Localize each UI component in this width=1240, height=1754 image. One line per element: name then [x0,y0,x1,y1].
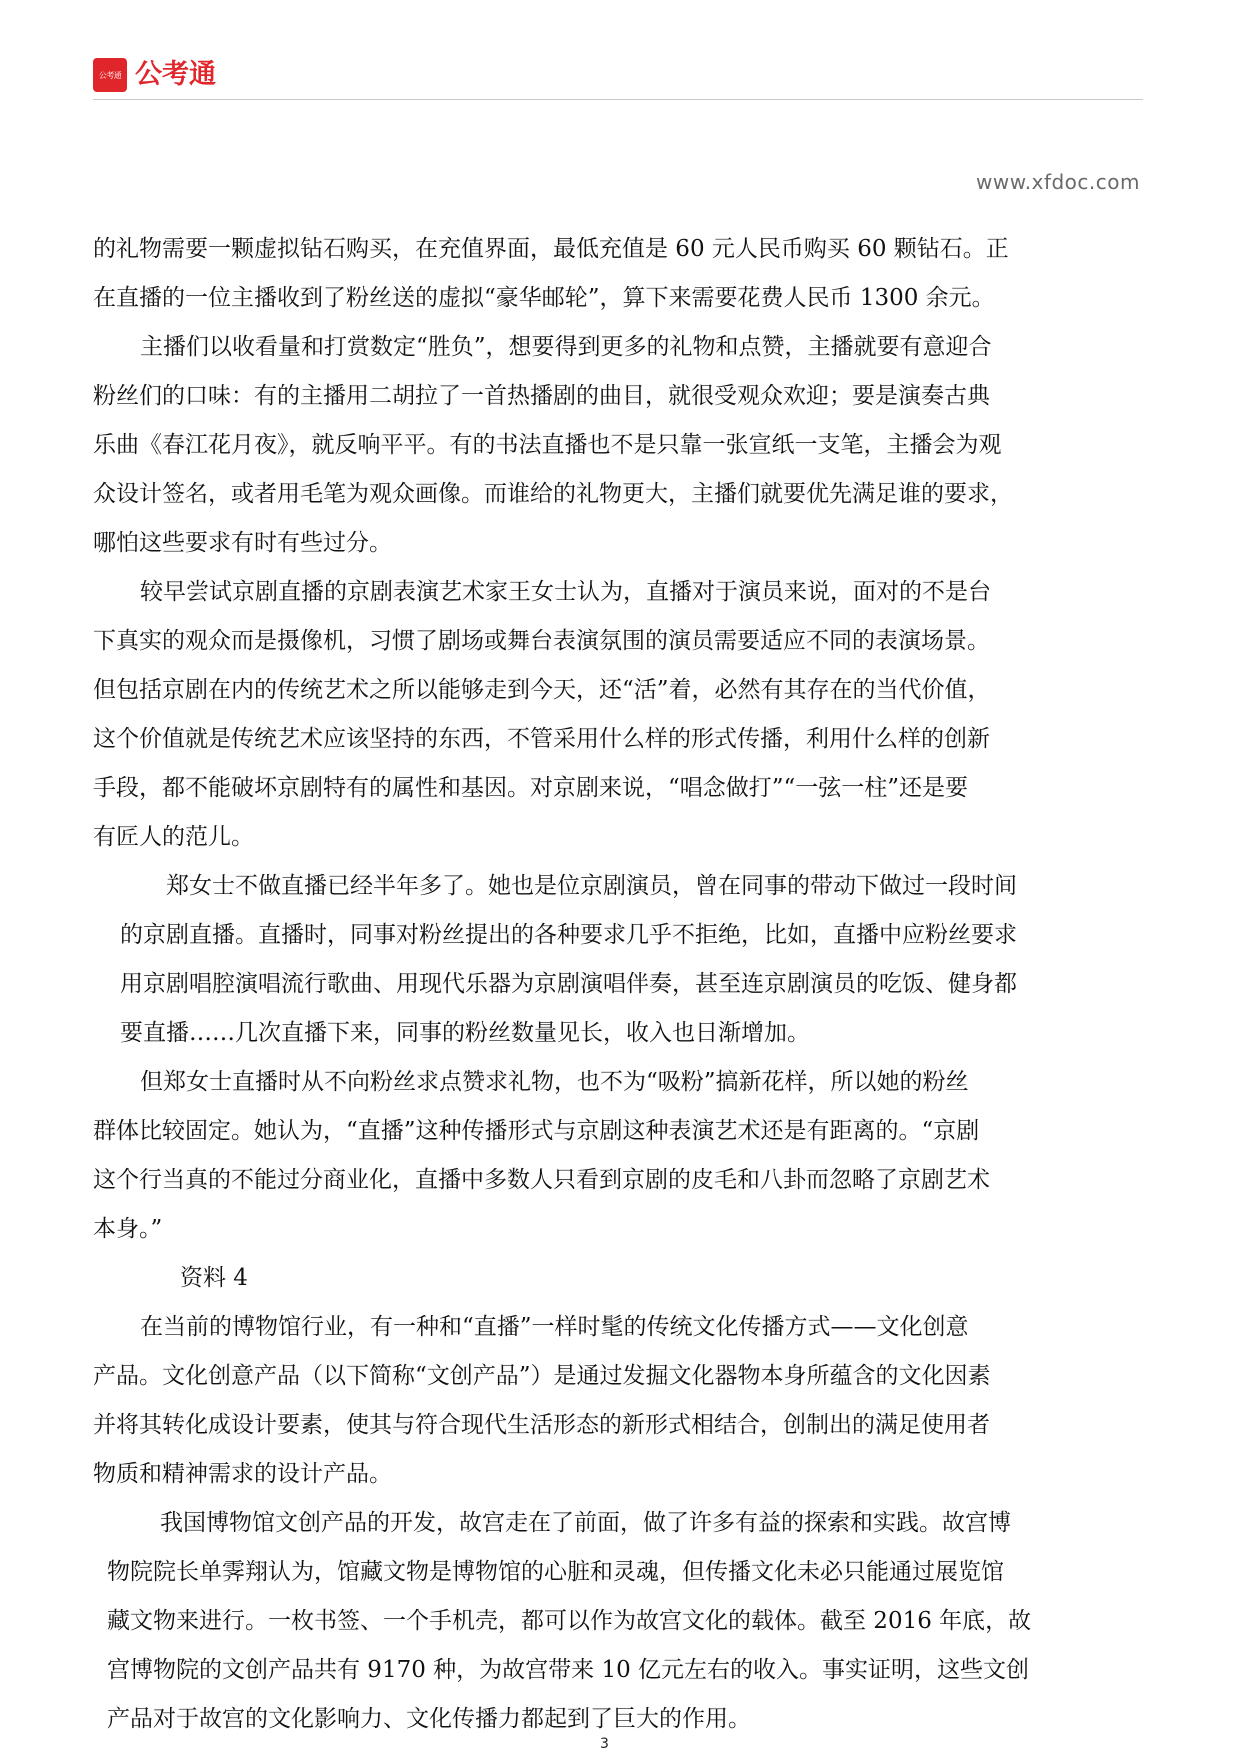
text-line: 粉丝们的口味：有的主播用二胡拉了一首热播剧的曲目，就很受观众欢迎；要是演奏古典 [93,383,990,409]
text-line: 物质和精神需求的设计产品。 [93,1461,392,1487]
text-line: 产品对于故宫的文化影响力、文化传播力都起到了巨大的作用。 [107,1706,751,1732]
text-line: 手段，都不能破坏京剧特有的属性和基因。对京剧来说，“唱念做打”“一弦一柱”还是要 [93,775,969,801]
text-line: 较早尝试京剧直播的京剧表演艺术家王女士认为，直播对于演员来说，面对的不是台 [140,579,991,605]
brand-name: 公考通 [135,59,216,90]
text-line: 我国博物馆文创产品的开发，故宫走在了前面，做了许多有益的探索和实践。故宫博 [160,1510,1011,1536]
text-line: 产品。文化创意产品（以下简称“文创产品”）是通过发掘文化器物本身所蕴含的文化因素 [93,1363,991,1389]
text-line: 有匠人的范儿。 [93,824,254,850]
text-line: 在直播的一位主播收到了粉丝送的虚拟“豪华邮轮”，算下来需要花费人民币 1300 余元。 [93,285,995,311]
text-line: 但包括京剧在内的传统艺术之所以能够走到今天，还“活”着，必然有其存在的当代价值， [93,677,991,703]
text-line: 郑女士不做直播已经半年多了。她也是位京剧演员，曾在同事的带动下做过一段时间 [166,873,1017,899]
text-line: 主播们以收看量和打赏数定“胜负”，想要得到更多的礼物和点赞，主播就要有意迎合 [140,334,992,360]
text-line: 藏文物来进行。一枚书签、一个手机壳，都可以作为故宫文化的载体。截至 2016 年底，故 [107,1608,1032,1634]
logo-icon: 公考通 [93,58,127,92]
text-line: 的礼物需要一颗虚拟钻石购买，在充值界面，最低充值是 60 元人民币购买 60 颗钻石。正 [93,236,1009,262]
text-line: 这个价值就是传统艺术应该坚持的东西，不管采用什么样的形式传播，利用什么样的创新 [93,726,990,752]
text-line: 乐曲《春江花月夜》，就反响平平。有的书法直播也不是只靠一张宣纸一支笔，主播会为观 [93,432,1002,458]
text-line: 在当前的博物馆行业，有一种和“直播”一样时髦的传统文化传播方式——文化创意 [140,1314,969,1340]
text-line: 下真实的观众而是摄像机，习惯了剧场或舞台表演氛围的演员需要适应不同的表演场景。 [93,628,990,654]
text-line: 众设计签名，或者用毛笔为观众画像。而谁给的礼物更大，主播们就要优先满足谁的要求， [93,481,1013,507]
section-heading: 资料 4 [180,1265,248,1291]
text-line: 但郑女士直播时从不向粉丝求点赞求礼物，也不为“吸粉”搞新花样，所以她的粉丝 [140,1069,969,1095]
text-line: 这个行当真的不能过分商业化，直播中多数人只看到京剧的皮毛和八卦而忽略了京剧艺术 [93,1167,990,1193]
text-line: 哪怕这些要求有时有些过分。 [93,530,392,556]
text-line: 宫博物院的文创产品共有 9170 种，为故宫带来 10 亿元左右的收入。事实证明，这些文创 [107,1657,1030,1683]
text-line: 本身。” [93,1216,163,1242]
header-divider [93,99,1143,100]
text-line: 物院院长单霁翔认为，馆藏文物是博物馆的心脏和灵魂，但传播文化未必只能通过展览馆 [107,1559,1004,1585]
page-number: 3 [600,1736,609,1752]
text-line: 群体比较固定。她认为，“直播”这种传播形式与京剧这种表演艺术还是有距离的。“京剧 [93,1118,980,1144]
site-url: www.xfdoc.com [976,170,1140,194]
text-line: 并将其转化成设计要素，使其与符合现代生活形态的新形式相结合，创制出的满足使用者 [93,1412,990,1438]
text-line: 用京剧唱腔演唱流行歌曲、用现代乐器为京剧演唱伴奏，甚至连京剧演员的吃饭、健身都 [120,971,1017,997]
text-line: 的京剧直播。直播时，同事对粉丝提出的各种要求几乎不拒绝，比如，直播中应粉丝要求 [120,922,1017,948]
text-line: 要直播……几次直播下来，同事的粉丝数量见长，收入也日渐增加。 [120,1020,810,1046]
